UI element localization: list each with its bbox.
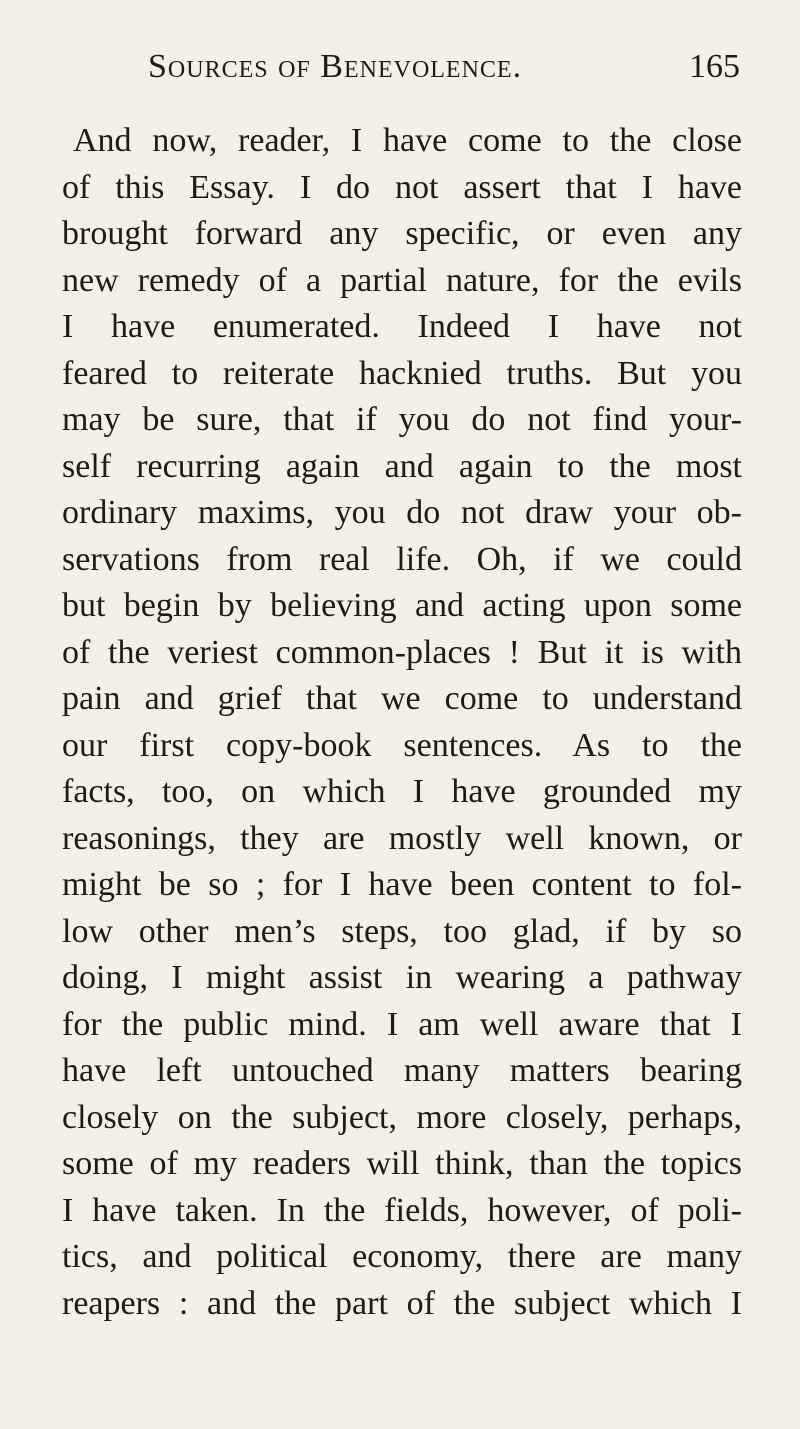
text-line: new remedy of a partial nature, for the evils bbox=[62, 261, 742, 299]
text-line: reapers : and the part of the subject which I bbox=[62, 1284, 742, 1322]
text-line: doing, I might assist in wearing a pathway bbox=[62, 959, 742, 996]
running-head bbox=[148, 48, 740, 98]
text-line: And now, reader, I have come to the close bbox=[73, 122, 742, 159]
text-line: of the veriest common-places ! But it is with bbox=[62, 633, 742, 671]
text-line: I have taken. In the fields, however, of poli- bbox=[62, 1191, 742, 1229]
text-line: for the public mind. I am well aware that I bbox=[62, 1005, 742, 1043]
text-line: ordinary maxims, you do not draw your ob- bbox=[62, 494, 742, 531]
text-line: closely on the subject, more closely, perhaps, bbox=[62, 1098, 742, 1136]
body-text bbox=[62, 118, 742, 1327]
running-title: Sources of Benevolence. bbox=[148, 48, 523, 85]
text-line: may be sure, that if you do not find your- bbox=[62, 401, 742, 438]
text-line: of this Essay. I do not assert that I have bbox=[62, 168, 742, 206]
text-line: low other men’s steps, too glad, if by so bbox=[62, 912, 742, 950]
text-line: pain and grief that we come to understand bbox=[62, 680, 742, 717]
text-line: might be so ; for I have been content to fol- bbox=[62, 866, 742, 903]
text-line: I have enumerated. Indeed I have not bbox=[62, 308, 742, 345]
text-line: our first copy-book sentences. As to the bbox=[62, 726, 742, 764]
text-line: tics, and political economy, there are many bbox=[62, 1238, 742, 1275]
text-line: but begin by believing and acting upon some bbox=[62, 587, 742, 624]
text-line: have left untouched many matters bearing bbox=[62, 1052, 742, 1089]
page-number: 165 bbox=[689, 48, 740, 85]
text-line: facts, too, on which I have grounded my bbox=[62, 773, 742, 810]
text-line: servations from real life. Oh, if we could bbox=[62, 540, 742, 578]
text-line: brought forward any specific, or even any bbox=[62, 215, 742, 252]
text-line: reasonings, they are mostly well known, or bbox=[62, 819, 742, 857]
text-line: self recurring again and again to the most bbox=[62, 447, 742, 485]
text-line: some of my readers will think, than the topics bbox=[62, 1145, 742, 1182]
text-line: feared to reiterate hacknied truths. But you bbox=[62, 354, 742, 392]
